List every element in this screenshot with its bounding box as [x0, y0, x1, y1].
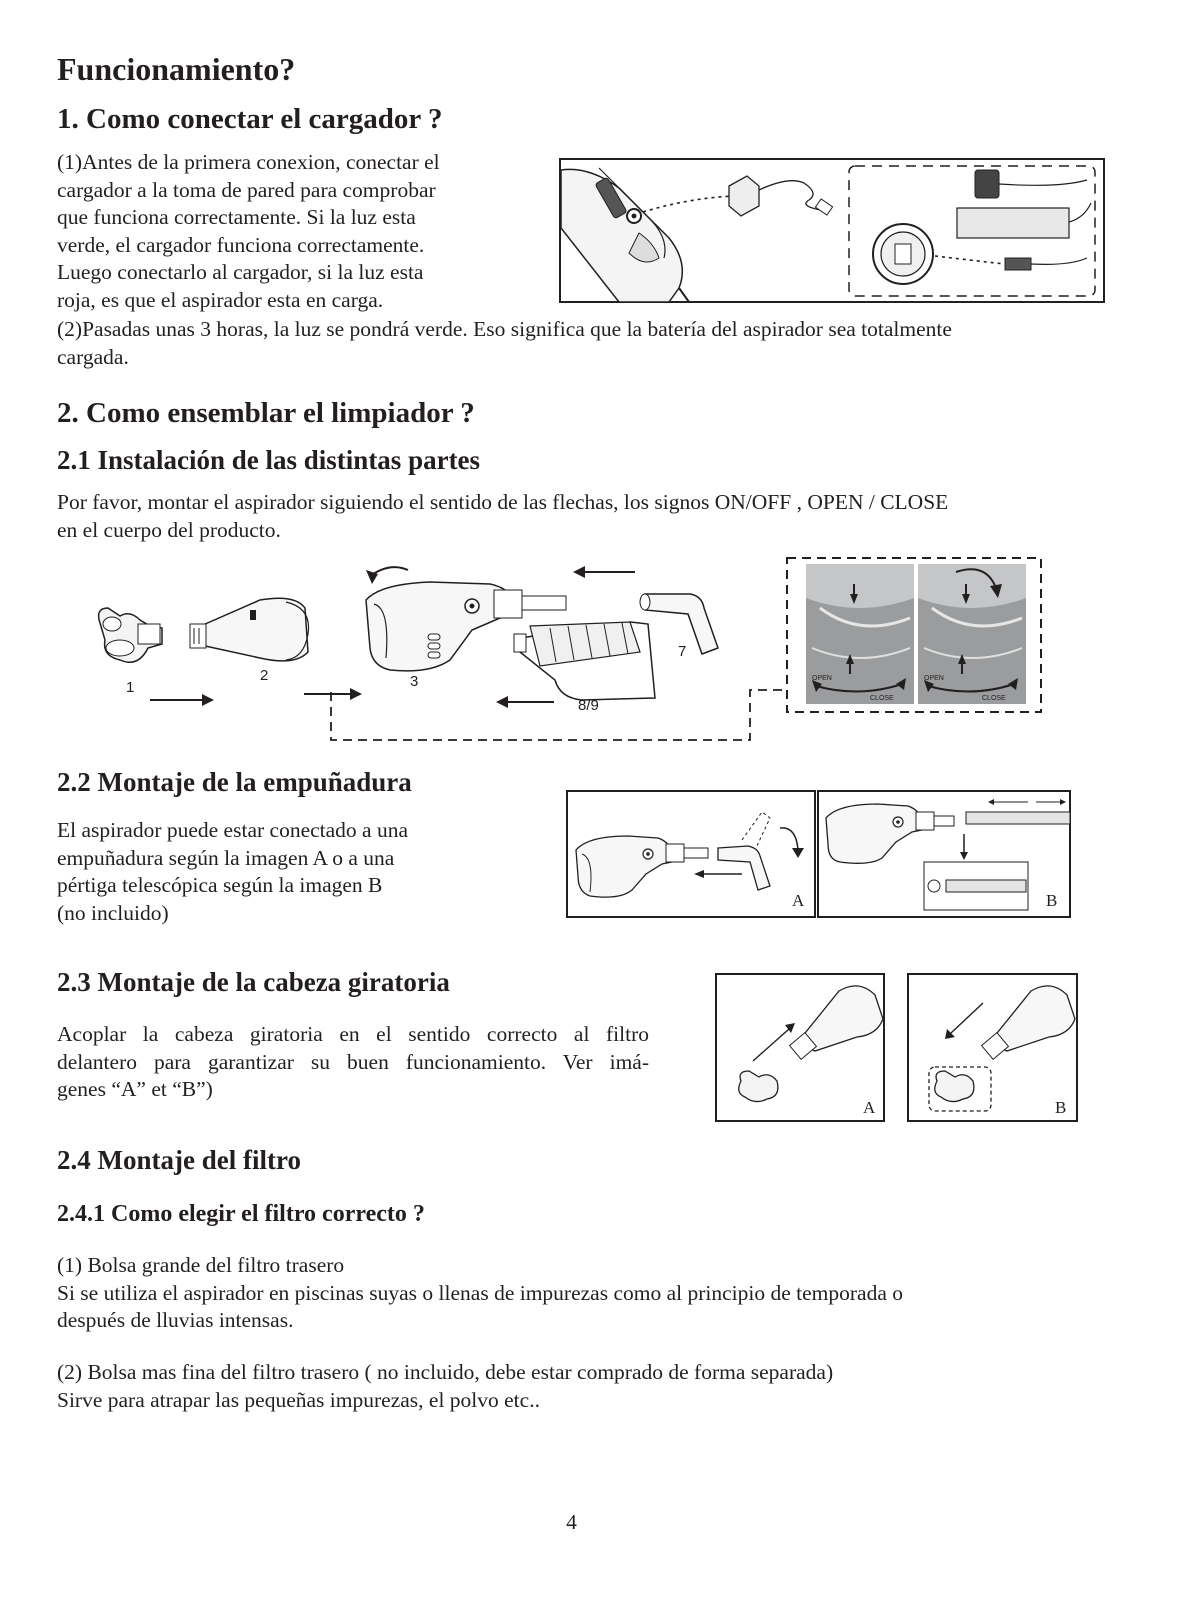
- text-line: que funciona correctamente. Si la luz esta: [57, 205, 416, 229]
- part-swivel-head: [99, 608, 162, 662]
- filter-item-1: [57, 1252, 1137, 1335]
- part-label-8-9: 8/9: [578, 697, 599, 714]
- part-front-filter: [190, 598, 309, 661]
- section-2-1-title: 2.1 Instalación de las distintas partes: [57, 445, 481, 475]
- text-line: (1) Bolsa grande del filtro trasero: [57, 1253, 345, 1277]
- page-title: Funcionamiento?: [57, 51, 296, 87]
- section-2-4-1-title: 2.4.1 Como elegir el filtro correcto ?: [57, 1201, 425, 1227]
- text-line: genes “A” et “B”): [57, 1077, 213, 1101]
- section-2-1-text: [57, 489, 1137, 544]
- charger-figure: [559, 158, 1105, 304]
- open-close-photo-2: [918, 564, 1026, 704]
- text-line: delantero para garantizar su buen funcionamiento. Ver imá-: [57, 1049, 649, 1074]
- part-label-2: 2: [260, 667, 269, 684]
- handle-figure: [566, 790, 1072, 920]
- swivel-figure-b: [908, 974, 1077, 1121]
- text-line: Acoplar la cabeza giratoria en el sentido correcto al filtro: [57, 1022, 649, 1046]
- part-rear-filter: [514, 622, 655, 700]
- text-line: (no incluido): [57, 900, 169, 925]
- part-label-1: 1: [126, 679, 135, 696]
- open-label: OPEN: [924, 675, 944, 682]
- text-line: Sirve para atrapar las pequeñas impurezas, el polvo etc..: [57, 1387, 540, 1412]
- text-line: (2) Bolsa mas fina del filtro trasero ( no incluido, debe estar comprado de forma separada): [57, 1360, 834, 1384]
- text-line: roja, es que el aspirador esta en carga.: [57, 287, 384, 312]
- text-line: empuñadura según la imagen A o a una: [57, 845, 395, 870]
- close-label: CLOSE: [870, 695, 894, 702]
- section-2-3-title: 2.3 Montaje de la cabeza giratoria: [57, 967, 450, 997]
- close-label: CLOSE: [982, 695, 1006, 702]
- section-2-3-text: [57, 1021, 649, 1104]
- section-1-paragraph-2: [57, 316, 1137, 371]
- text-line: después de lluvias intensas.: [57, 1308, 294, 1332]
- text-line: verde, el cargador funciona correctamente.: [57, 232, 425, 257]
- text-line: (2)Pasadas unas 3 horas, la luz se pondrá verde. Eso significa que la batería del aspirador sea totalmente: [57, 317, 952, 341]
- handle-figure-b: [818, 791, 1070, 917]
- page-number: 4: [566, 1510, 577, 1534]
- section-1-title: 1. Como conectar el cargador ?: [57, 103, 443, 135]
- text-line: Si se utiliza el aspirador en piscinas suyas o llenas de impurezas como al principio de temporada o: [57, 1280, 904, 1305]
- part-label-3: 3: [410, 673, 419, 690]
- figure-label-b: B: [1055, 1098, 1067, 1117]
- section-2-2-title: 2.2 Montaje de la empuñadura: [57, 767, 412, 797]
- figure-label-a: A: [863, 1098, 876, 1117]
- section-2-2-text: [57, 817, 527, 927]
- figure-label-b: B: [1046, 891, 1058, 910]
- swivel-figure-a: [716, 974, 884, 1121]
- handle-figure-a: [567, 791, 815, 917]
- figure-label-a: A: [792, 891, 805, 910]
- text-line: en el cuerpo del producto.: [57, 517, 281, 542]
- text-line: Luego conectarlo al cargador, si la luz esta: [57, 260, 424, 284]
- section-2-title: 2. Como ensemblar el limpiador ?: [57, 397, 475, 429]
- section-2-4-title: 2.4 Montaje del filtro: [57, 1145, 301, 1175]
- text-line: cargador a la toma de pared para comprobar: [57, 177, 436, 202]
- text-line: El aspirador puede estar conectado a una: [57, 818, 409, 842]
- text-line: Por favor, montar el aspirador siguiendo el sentido de las flechas, los signos ON/OFF , OPEN / CLOSE: [57, 490, 949, 514]
- assembly-figure: [90, 548, 1060, 748]
- text-line: (1)Antes de la primera conexion, conectar el: [57, 150, 440, 174]
- open-label: OPEN: [812, 675, 832, 682]
- section-1-paragraph-1: [57, 149, 547, 314]
- part-label-7: 7: [678, 643, 687, 660]
- filter-item-2: [57, 1359, 1137, 1414]
- open-close-photo-1: [806, 564, 914, 704]
- text-line: pértiga telescópica según la imagen B: [57, 873, 383, 897]
- text-line: cargada.: [57, 344, 129, 369]
- swivel-head-figure: [715, 973, 1079, 1123]
